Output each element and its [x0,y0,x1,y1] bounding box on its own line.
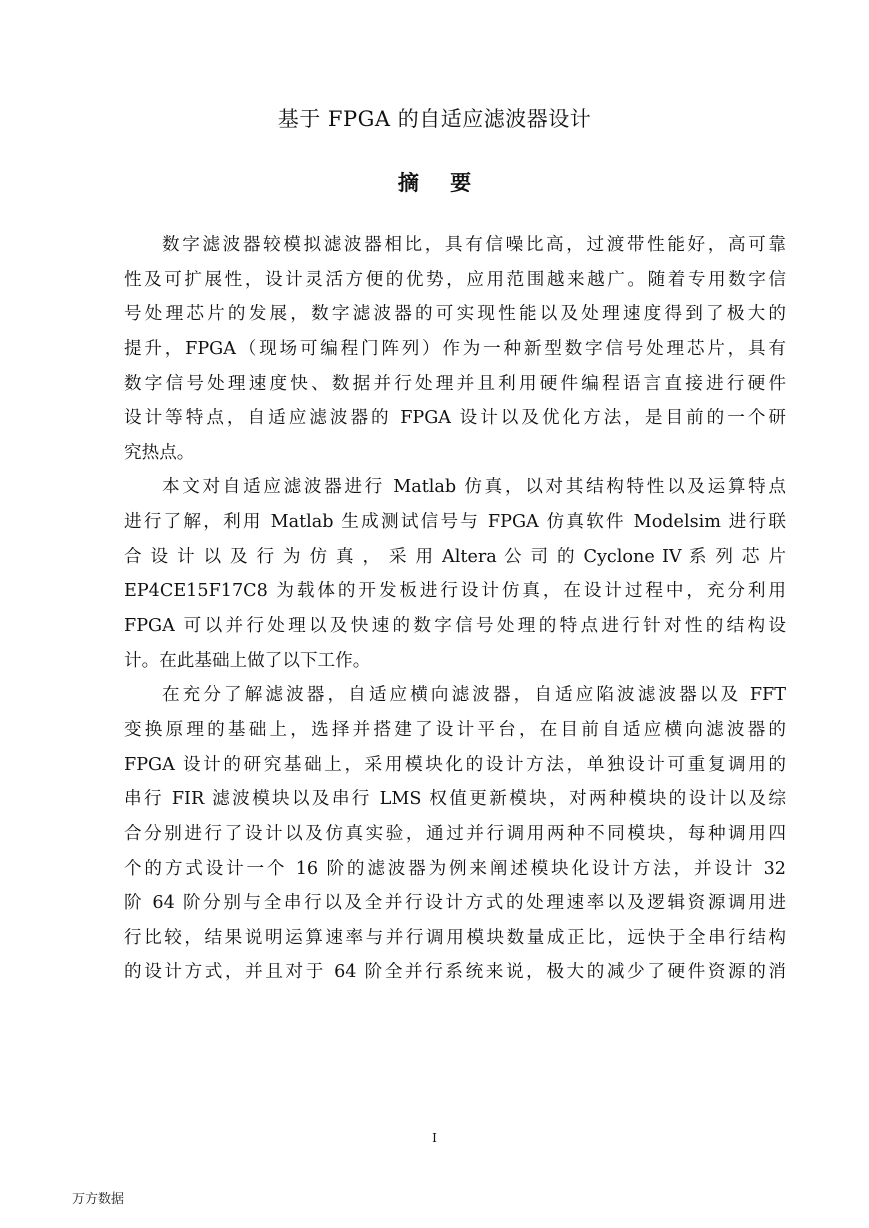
text-line: 号处理芯片的发展，数字滤波器的可实现性能以及处理速度得到了极大的 [124,304,786,325]
abstract-heading: 摘 要 [397,170,484,195]
abstract-body [124,228,786,990]
text-line: 性及可扩展性，设计灵活方便的优势，应用范围越来越广。随着专用数字信 [124,269,786,290]
paragraph-3 [124,678,786,990]
text-line: 阶 64 阶分别与全串行以及全并行设计方式的处理速率以及逻辑资源调用进 [124,893,786,914]
text-line: 本文对自适应滤波器进行 Matlab 仿真，以对其结构特性以及运算特点 [162,477,786,498]
text-line: EP4CE15F17C8 为载体的开发板进行设计仿真，在设计过程中，充分利用 [124,581,786,602]
text-line: 个的方式设计一个 16 阶的滤波器为例来阐述模块化设计方法，并设计 32 [124,858,786,879]
text-line: 的设计方式，并且对于 64 阶全并行系统来说，极大的减少了硬件资源的消 [124,962,786,983]
text-line: 串行 FIR 滤波模块以及串行 LMS 权值更新模块，对两种模块的设计以及综 [124,789,786,810]
page-number: I [432,1131,437,1145]
text-line: 数字信号处理速度快、数据并行处理并且利用硬件编程语言直接进行硬件 [124,373,786,394]
text-line: 合分别进行了设计以及仿真实验，通过并行调用两种不同模块，每种调用四 [124,823,786,844]
text-line: 合 设 计 以 及 行 为 仿 真 ， 采 用 Altera 公 司 的 Cyclone IV 系 列 芯 片 [124,546,786,567]
text-line: 数字滤波器较模拟滤波器相比，具有信噪比高，过渡带性能好，高可靠 [162,235,786,255]
text-line: 究热点。 [124,442,195,463]
text-line: FPGA 可以并行处理以及快速的数字信号处理的特点进行针对性的结构设 [124,616,786,637]
text-line: 提升，FPGA（现场可编程门阵列）作为一种新型数字信号处理芯片，具有 [124,338,786,359]
thesis-title: 基于 FPGA 的自适应滤波器设计 [277,107,592,131]
paragraph-1 [124,228,786,470]
text-line: 行比较，结果说明运算速率与并行调用模块数量成正比，远快于全串行结构 [124,927,786,948]
text-line: 变换原理的基础上，选择并搭建了设计平台，在目前自适应横向滤波器的 [124,719,786,740]
text-line: FPGA 设计的研究基础上，采用模块化的设计方法，单独设计可重复调用的 [124,754,786,775]
source-watermark: 万方数据 [72,1192,125,1207]
text-line: 计。在此基础上做了以下工作。 [124,650,371,671]
text-line: 设计等特点，自适应滤波器的 FPGA 设计以及优化方法，是目前的一个研 [124,408,786,429]
text-line: 进行了解，利用 Matlab 生成测试信号与 FPGA 仿真软件 Modelsim 进行联 [124,512,786,533]
text-line: 在充分了解滤波器，自适应横向滤波器，自适应陷波滤波器以及 FFT [162,685,786,706]
paragraph-2 [124,470,786,678]
